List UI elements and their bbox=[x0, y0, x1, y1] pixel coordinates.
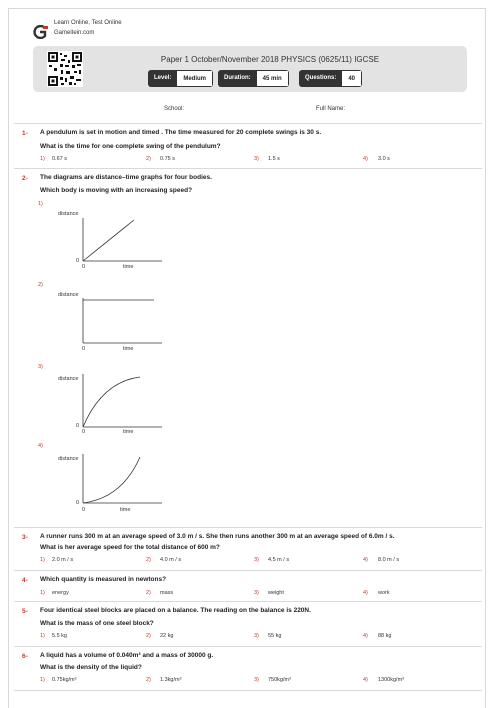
option-text[interactable]: work bbox=[378, 590, 390, 596]
option-text[interactable]: 88 kg bbox=[378, 633, 392, 639]
graph-xlabel: time bbox=[123, 429, 134, 435]
graph-ylabel: distance bbox=[58, 376, 79, 382]
option-text[interactable]: 750kg/m³ bbox=[268, 677, 291, 683]
graph-origin: 0 bbox=[82, 346, 86, 352]
level-value: Medium bbox=[177, 70, 213, 87]
question-text: A pendulum is set in motion and timed . The time measured for 20 complete swings is 30 s. bbox=[40, 129, 322, 136]
option-text[interactable]: energy bbox=[52, 590, 69, 596]
option-number: 3) bbox=[254, 557, 259, 563]
divider bbox=[14, 168, 482, 169]
divider bbox=[14, 646, 482, 647]
option-number: 1) bbox=[40, 633, 45, 639]
option-text[interactable]: 4.5 m / s bbox=[268, 557, 290, 563]
graph-xlabel: time bbox=[120, 507, 131, 513]
option-number: 4) bbox=[38, 443, 43, 449]
graph-origin: 0 bbox=[82, 507, 86, 513]
question-number: 4- bbox=[22, 577, 28, 584]
divider bbox=[14, 570, 482, 571]
option-text[interactable]: 0.75 s bbox=[160, 156, 175, 162]
duration-value: 45 min bbox=[257, 70, 289, 87]
option-number: 4) bbox=[363, 156, 368, 162]
graph-origin: 0 bbox=[76, 423, 80, 429]
question-text: The diagrams are distance–time graphs for four bodies. bbox=[40, 174, 212, 181]
graph-origin: 0 bbox=[76, 500, 80, 506]
distance-time-graph-constant-speed[interactable] bbox=[82, 218, 162, 262]
level-badge bbox=[148, 70, 213, 87]
exam-info-band bbox=[33, 46, 467, 92]
option-number: 1) bbox=[38, 201, 43, 207]
questions-label: Questions: bbox=[299, 70, 342, 87]
question-number: 3- bbox=[22, 534, 28, 541]
divider bbox=[14, 601, 482, 602]
question-prompt: What is the time for one complete swing of the pendulum? bbox=[40, 143, 221, 150]
divider bbox=[14, 690, 482, 691]
distance-time-graph-increasing-speed[interactable] bbox=[82, 454, 162, 504]
option-number: 2) bbox=[146, 590, 151, 596]
question-number: 2- bbox=[22, 175, 28, 182]
option-number: 3) bbox=[254, 633, 259, 639]
graph-ylabel: distance bbox=[58, 456, 79, 462]
option-number: 3) bbox=[38, 364, 43, 370]
question-text: Which quantity is measured in newtons? bbox=[40, 576, 167, 583]
option-text[interactable]: 55 kg bbox=[268, 633, 282, 639]
question-prompt: What is the mass of one steel block? bbox=[40, 620, 154, 627]
option-text[interactable]: 8.0 m / s bbox=[378, 557, 400, 563]
option-number: 2) bbox=[38, 282, 43, 288]
option-number: 2) bbox=[146, 156, 151, 162]
option-number: 2) bbox=[146, 677, 151, 683]
option-text[interactable]: 2.0 m / s bbox=[52, 557, 74, 563]
option-number: 2) bbox=[146, 633, 151, 639]
option-text[interactable]: 4.0 m / s bbox=[160, 557, 182, 563]
option-text[interactable]: 0.67 s bbox=[52, 156, 67, 162]
graph-ylabel: distance bbox=[58, 292, 79, 298]
fullname-label: Full Name: bbox=[316, 106, 346, 112]
question-number: 5- bbox=[22, 608, 28, 615]
option-number: 4) bbox=[363, 633, 368, 639]
option-number: 1) bbox=[40, 590, 45, 596]
graph-origin: 0 bbox=[76, 258, 80, 264]
questions-badge bbox=[299, 70, 362, 87]
option-number: 4) bbox=[363, 590, 368, 596]
option-text[interactable]: weight bbox=[268, 590, 284, 596]
question-text: Four identical steel blocks are placed on a balance. The reading on the balance is 220N. bbox=[40, 607, 311, 614]
question-prompt: What is the density of the liquid? bbox=[40, 664, 142, 671]
graph-xlabel: time bbox=[123, 264, 134, 270]
graph-origin: 0 bbox=[82, 429, 86, 435]
questions-value: 40 bbox=[342, 70, 362, 87]
graph-xlabel: time bbox=[123, 346, 134, 352]
duration-badge bbox=[218, 70, 289, 87]
duration-label: Duration: bbox=[218, 70, 257, 87]
option-text[interactable]: 1.5 s bbox=[268, 156, 280, 162]
divider bbox=[14, 527, 482, 528]
option-number: 3) bbox=[254, 677, 259, 683]
question-prompt: What is her average speed for the total distance of 600 m? bbox=[40, 544, 220, 551]
level-label: Level: bbox=[148, 70, 177, 87]
option-text[interactable]: 5.5 kg bbox=[52, 633, 67, 639]
option-text[interactable]: 0.75kg/m³ bbox=[52, 677, 77, 683]
option-text[interactable]: 3.0 s bbox=[378, 156, 390, 162]
option-number: 2) bbox=[146, 557, 151, 563]
question-number: 1- bbox=[22, 130, 28, 137]
option-text[interactable]: 1300kg/m³ bbox=[378, 677, 404, 683]
option-number: 4) bbox=[363, 557, 368, 563]
option-text[interactable]: 22 kg bbox=[160, 633, 174, 639]
option-text[interactable]: mass bbox=[160, 590, 174, 596]
option-number: 1) bbox=[40, 677, 45, 683]
option-number: 4) bbox=[363, 677, 368, 683]
option-number: 3) bbox=[254, 590, 259, 596]
divider bbox=[14, 123, 482, 124]
option-number: 1) bbox=[40, 156, 45, 162]
question-text: A liquid has a volume of 0.040m³ and a mass of 30000 g. bbox=[40, 652, 214, 659]
gameitein-logo-icon bbox=[32, 25, 48, 39]
question-number: 6- bbox=[22, 653, 28, 660]
option-number: 3) bbox=[254, 156, 259, 162]
distance-time-graph-stationary[interactable] bbox=[82, 298, 162, 344]
graph-origin: 0 bbox=[82, 264, 86, 270]
paper-title: Paper 1 October/November 2018 PHYSICS (0625/11) IGCSE bbox=[160, 55, 380, 64]
option-text[interactable]: 1.3kg/m³ bbox=[160, 677, 182, 683]
graph-ylabel: distance bbox=[58, 211, 79, 217]
school-label: School: bbox=[164, 106, 185, 112]
distance-time-graph-decreasing-speed[interactable] bbox=[82, 374, 162, 428]
option-number: 1) bbox=[40, 557, 45, 563]
site-name: Gameitein.com bbox=[54, 30, 95, 36]
question-text: A runner runs 300 m at an average speed of 3.0 m / s. She then runs another 300 m at an average speed of 6.0m / s. bbox=[40, 533, 395, 540]
tagline: Learn Online, Test Online bbox=[54, 20, 122, 26]
question-prompt: Which body is moving with an increasing speed? bbox=[40, 187, 193, 194]
page-border bbox=[8, 8, 486, 708]
